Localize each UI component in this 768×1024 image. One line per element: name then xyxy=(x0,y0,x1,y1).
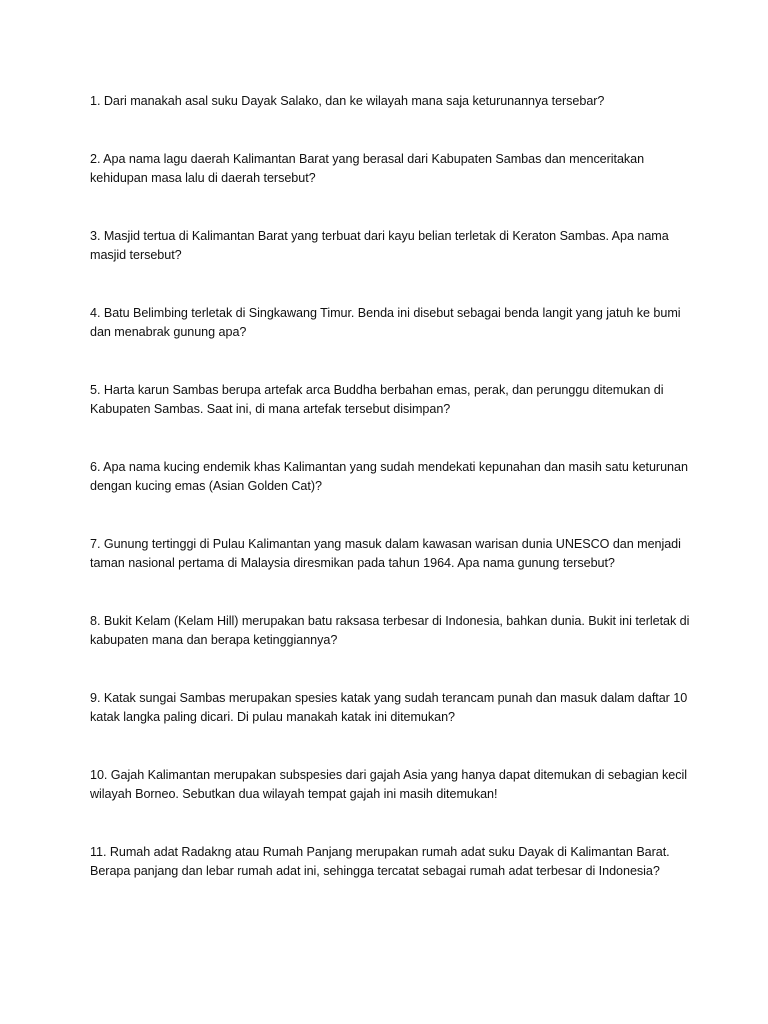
question-item: 8. Bukit Kelam (Kelam Hill) merupakan batu raksasa terbesar di Indonesia, bahkan dunia. Bukit ini terletak di kabupaten mana dan berapa ketinggiannya? xyxy=(90,614,690,647)
question-item: 9. Katak sungai Sambas merupakan spesies katak yang sudah terancam punah dan masuk dalam daftar 10 katak langka paling dicari. Di pulau manakah katak ini ditemukan? xyxy=(90,691,688,724)
question-item: 6. Apa nama kucing endemik khas Kalimantan yang sudah mendekati kepunahan dan masih satu keturunan dengan kucing emas (Asian Golden Cat)? xyxy=(90,460,688,493)
question-item: 2. Apa nama lagu daerah Kalimantan Barat yang berasal dari Kabupaten Sambas dan menceritakan kehidupan masa lalu di daerah tersebut? xyxy=(90,152,645,185)
question-item: 4. Batu Belimbing terletak di Singkawang Timur. Benda ini disebut sebagai benda langit yang jatuh ke bumi dan menabrak gunung apa? xyxy=(90,306,681,339)
question-item: 1. Dari manakah asal suku Dayak Salako, dan ke wilayah mana saja keturunannya tersebar? xyxy=(90,94,605,108)
question-item: 7. Gunung tertinggi di Pulau Kalimantan yang masuk dalam kawasan warisan dunia UNESCO dan menjadi taman nasional pertama di Malaysia diresmikan pada tahun 1964. Apa nama gunung tersebut? xyxy=(90,537,681,570)
question-item: 11. Rumah adat Radakng atau Rumah Panjang merupakan rumah adat suku Dayak di Kalimantan Barat. Berapa panjang dan lebar rumah adat ini, sehingga tercatat sebagai rumah adat terbesar di Indonesia? xyxy=(90,845,670,878)
question-item: 10. Gajah Kalimantan merupakan subspesies dari gajah Asia yang hanya dapat ditemukan di sebagian kecil wilayah Borneo. Sebutkan dua wilayah tempat gajah ini masih ditemukan! xyxy=(90,768,687,801)
question-item: 3. Masjid tertua di Kalimantan Barat yang terbuat dari kayu belian terletak di Keraton Sambas. Apa nama masjid tersebut? xyxy=(90,229,669,262)
question-item: 5. Harta karun Sambas berupa artefak arca Buddha berbahan emas, perak, dan perunggu ditemukan di Kabupaten Sambas. Saat ini, di mana artefak tersebut disimpan? xyxy=(90,383,664,416)
question-list xyxy=(90,92,700,920)
